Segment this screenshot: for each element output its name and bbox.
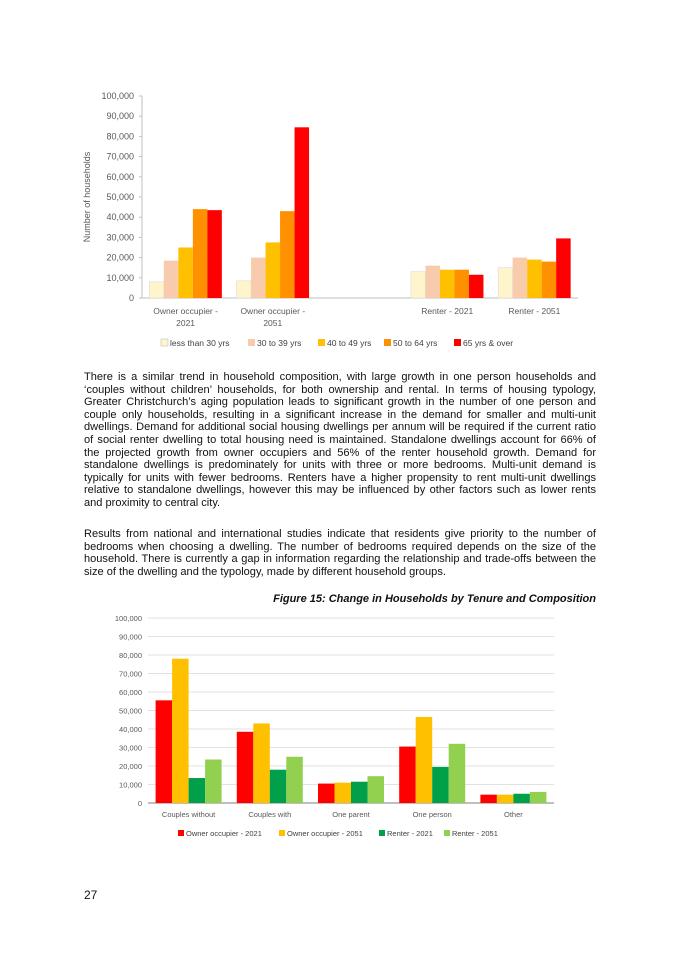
bar-renter-2021-couples-without (189, 778, 206, 803)
age-group-households-chart (78, 86, 578, 356)
y-tick-label: 30,000 (119, 743, 142, 753)
y-tick-label: 70,000 (106, 151, 134, 162)
bar-40-to-49-yrs-renter-2021 (440, 270, 455, 298)
legend-swatch-50-to-64-yrs (384, 339, 391, 346)
y-tick-label: 0 (128, 293, 134, 303)
y-tick-label: 80,000 (119, 651, 142, 660)
bar-65-yrs-over-owner-occupier-2021 (207, 210, 222, 298)
legend-swatch-renter-2051 (444, 830, 450, 836)
legend-swatch-65-yrs-over (454, 339, 461, 346)
x-category-label: Couples without (161, 810, 216, 819)
bar-renter-2051-couples-with (286, 757, 303, 803)
y-tick-label: 100,000 (114, 614, 142, 623)
bar-owner-occupier-2051-one-person (416, 717, 433, 803)
legend-label-owner-occupier-2051: Owner occupier - 2051 (287, 829, 363, 838)
bar-renter-2051-other (530, 792, 547, 803)
legend-label-50-to-64-yrs: 50 to 64 yrs (393, 338, 438, 348)
y-tick-label: 30,000 (106, 232, 134, 243)
bar-owner-occupier-2021-other (480, 795, 497, 803)
y-tick-label: 50,000 (106, 192, 134, 202)
bar-less-than-30-yrs-owner-occupier-2021 (149, 282, 164, 298)
y-tick-label: 0 (137, 799, 142, 808)
bar-65-yrs-over-renter-2051 (556, 238, 571, 298)
y-tick-label: 100,000 (101, 91, 134, 101)
bar-50-to-64-yrs-owner-occupier-2021 (193, 209, 208, 298)
bar-less-than-30-yrs-owner-occupier-2051 (237, 281, 252, 298)
x-category-label: 2051 (263, 318, 283, 328)
bar-40-to-49-yrs-owner-occupier-2021 (178, 248, 193, 299)
bar-renter-2021-one-parent (351, 782, 368, 803)
y-tick-label: 50,000 (119, 706, 142, 716)
y-tick-label: 60,000 (119, 688, 142, 697)
legend-swatch-40-to-49-yrs (318, 339, 325, 346)
bar-65-yrs-over-renter-2021 (469, 275, 484, 298)
bar-renter-2051-one-person (449, 744, 466, 803)
bar-owner-occupier-2051-couples-without (172, 659, 189, 803)
bar-less-than-30-yrs-renter-2021 (411, 272, 426, 298)
bar-owner-occupier-2051-other (497, 795, 514, 803)
legend-swatch-less-than-30-yrs (161, 339, 168, 346)
y-tick-label: 80,000 (106, 131, 134, 142)
bar-renter-2021-other (513, 794, 530, 803)
bar-owner-occupier-2051-one-parent (335, 783, 352, 803)
legend-label-30-to-39-yrs: 30 to 39 yrs (257, 338, 302, 348)
legend-label-renter-2021: Renter - 2021 (387, 829, 433, 838)
x-category-label: One person (412, 810, 452, 819)
y-tick-label: 40,000 (119, 725, 142, 734)
bar-50-to-64-yrs-renter-2051 (542, 262, 557, 298)
tenure-composition-households-chart (104, 610, 574, 870)
bar-30-to-39-yrs-renter-2051 (513, 258, 528, 298)
legend-swatch-owner-occupier-2021 (178, 830, 184, 836)
y-tick-label: 10,000 (106, 272, 134, 283)
y-tick-label: 40,000 (106, 212, 134, 223)
x-category-label: One parent (332, 810, 370, 819)
bar-50-to-64-yrs-owner-occupier-2051 (280, 211, 295, 298)
x-category-label: Renter - 2051 (508, 306, 561, 316)
x-category-label: 2021 (176, 318, 196, 328)
bar-owner-occupier-2021-one-person (399, 747, 416, 803)
legend-label-40-to-49-yrs: 40 to 49 yrs (327, 338, 372, 348)
legend-label-less-than-30-yrs: less than 30 yrs (170, 338, 230, 348)
x-category-label: Renter - 2021 (421, 306, 474, 316)
body-paragraph-household-composition: There is a similar trend in household composition, with large growth in one person households and ‘couples without children’ households, for both ownership and rental. In terms of housing typology, Greater Christchurch’s aging population leads to significant growth in the number of one person and couple only households, resulting in a significant increase in the demand for smaller and multi-unit dwellings. Demand for additional social housing dwellings per annum will be required if the current ratio of social renter dwelling to total housing need is maintained. Standalone dwellings account for 66% of the projected growth from owner occupiers and 56% of the renter household growth. Demand for standalone dwellings is predominately for units with three or more bedrooms. Multi-unit demand is typically for units with fewer bedrooms. Renters have a higher propensity to rent multi-unit dwellings relative to standalone dwellings, however this may be influenced by other factors such as lower rents and proximity to central city. (84, 371, 596, 509)
bar-owner-occupier-2021-couples-without (156, 700, 173, 803)
bar-renter-2021-couples-with (270, 770, 287, 803)
legend-label-65-yrs-over: 65 yrs & over (463, 338, 514, 348)
page-number: 27 (84, 888, 98, 902)
bar-renter-2051-couples-without (205, 760, 222, 803)
x-category-label: Owner occupier - (153, 306, 218, 316)
bar-40-to-49-yrs-owner-occupier-2051 (266, 242, 281, 298)
bar-40-to-49-yrs-renter-2051 (527, 260, 542, 298)
body-paragraph-bedroom-studies: Results from national and international studies indicate that residents give priority to the number of bedrooms when choosing a dwelling. The number of bedrooms required depends on the size of the household. There is currently a gap in information regarding the relationship and trade-offs between the size of the dwelling and the typology, made by different household groups. (84, 528, 596, 578)
legend-swatch-owner-occupier-2051 (279, 830, 285, 836)
bar-renter-2051-one-parent (368, 776, 385, 803)
legend-swatch-renter-2021 (379, 830, 385, 836)
bar-less-than-30-yrs-renter-2051 (498, 268, 513, 298)
y-tick-label: 20,000 (119, 762, 142, 771)
bar-30-to-39-yrs-owner-occupier-2051 (251, 258, 265, 298)
y-tick-label: 10,000 (119, 780, 142, 790)
y-tick-label: 70,000 (119, 669, 142, 679)
x-category-label: Owner occupier - (240, 306, 306, 316)
y-tick-label: 90,000 (119, 632, 142, 642)
figure-caption: Figure 15: Change in Households by Tenure and Composition (273, 593, 596, 605)
y-tick-label: 20,000 (106, 252, 134, 263)
bar-30-to-39-yrs-renter-2021 (425, 266, 440, 298)
legend-label-renter-2051: Renter - 2051 (452, 829, 498, 838)
legend-label-owner-occupier-2021: Owner occupier - 2021 (186, 829, 262, 838)
x-category-label: Couples with (248, 810, 292, 819)
y-tick-label: 60,000 (106, 171, 134, 182)
bar-30-to-39-yrs-owner-occupier-2021 (164, 261, 179, 298)
bar-owner-occupier-2051-couples-with (253, 723, 269, 803)
bar-owner-occupier-2021-one-parent (318, 784, 335, 803)
y-tick-label: 90,000 (106, 111, 134, 122)
bar-owner-occupier-2021-couples-with (237, 732, 254, 803)
x-category-label: Other (504, 810, 523, 819)
bar-renter-2021-one-person (432, 767, 449, 803)
legend-swatch-30-to-39-yrs (248, 339, 255, 346)
bar-65-yrs-over-owner-occupier-2051 (295, 127, 310, 298)
bar-50-to-64-yrs-renter-2021 (454, 270, 469, 298)
y-axis-label: Number of households (82, 151, 92, 243)
